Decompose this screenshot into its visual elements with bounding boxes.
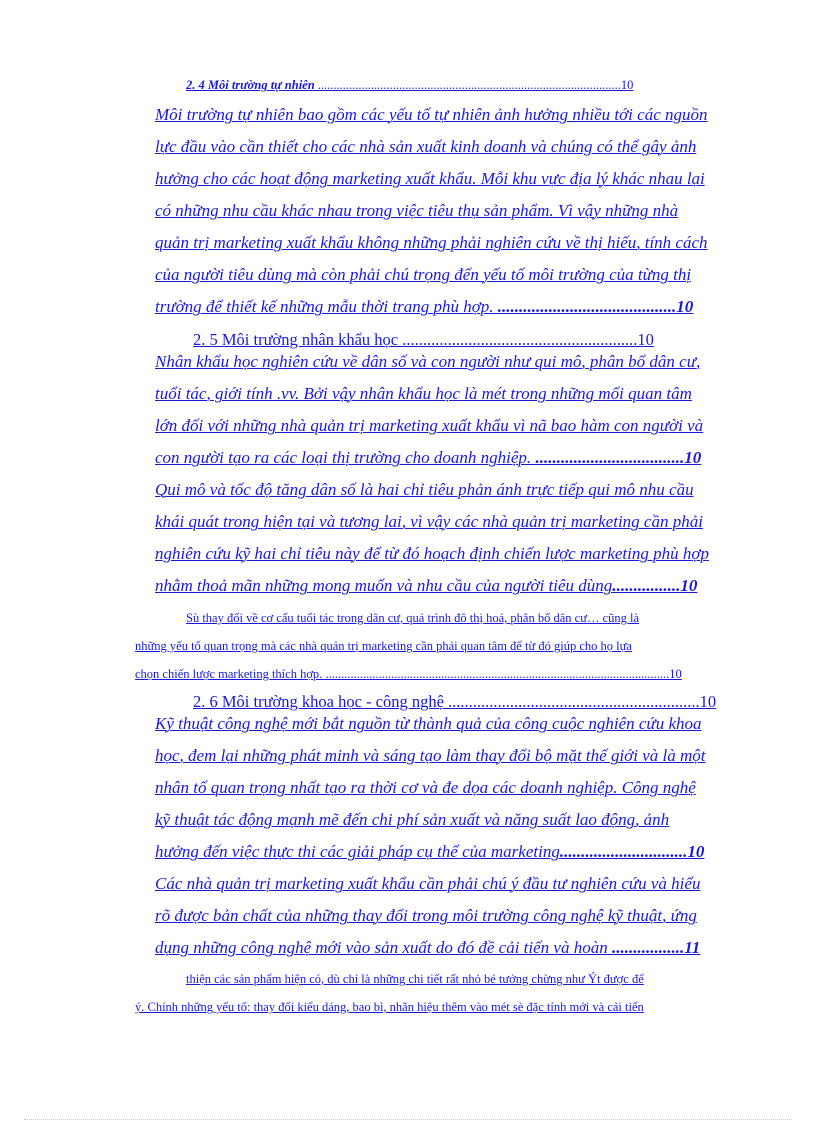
toc-heading-2-6[interactable] — [193, 692, 745, 714]
toc-entry[interactable] — [135, 638, 745, 656]
page-bottom-border — [24, 1119, 792, 1120]
toc-leader-dots: ................ — [612, 576, 681, 595]
toc-entry[interactable] — [186, 610, 746, 628]
toc-entry-text: Qui mô và tốc độ tăng dân số là hai chỉ tiêu phản ánh trực tiếp qui mô nhu cầu — [155, 480, 694, 499]
toc-entry[interactable] — [155, 104, 745, 128]
toc-entry[interactable] — [155, 136, 745, 160]
toc-heading-2-5[interactable] — [193, 330, 745, 352]
toc-entry-text: 2. 6 Môi trường khoa học - công nghệ — [193, 692, 449, 711]
toc-entry[interactable] — [155, 511, 745, 535]
toc-entry-text: Sù thay đổi về cơ cấu tuổi tác trong dân cư, quá trình đô thị hoá, phân bố dân cư… cũng là — [186, 611, 640, 625]
toc-entry[interactable] — [155, 415, 745, 439]
toc-entry-text: hưởng cho các hoạt động marketing xuất khẩu. Mỗi khu vực địa lý khác nhau lại — [155, 169, 705, 188]
toc-entry[interactable] — [155, 809, 745, 833]
toc-entry[interactable] — [155, 264, 745, 288]
toc-entry[interactable] — [155, 713, 745, 737]
toc-entry-text: học, đem lại những phát minh và sáng tạo làm thay đổi bộ mặt thế giới và là một — [155, 746, 706, 765]
toc-entry-text: Môi trường tự nhiên bao gồm các yếu tố tự nhiên ảnh hưởng nhiều tới các nguồn — [155, 105, 708, 124]
toc-entry[interactable] — [155, 232, 745, 256]
toc-entry[interactable] — [186, 971, 746, 989]
toc-entry[interactable] — [155, 937, 745, 961]
toc-entry[interactable] — [155, 777, 745, 801]
toc-entry[interactable] — [155, 479, 745, 503]
toc-entry[interactable] — [155, 351, 745, 375]
toc-page-number: 10 — [680, 576, 698, 595]
toc-entry-text: Nhân khẩu học nghiên cứu về dân số và con người như qui mô, phân bổ dân cư, — [155, 352, 701, 371]
toc-page-number: 10 — [687, 842, 705, 861]
toc-entry[interactable] — [155, 168, 745, 192]
toc-entry-text: tuổi tác, giới tính .vv. Bởi vậy nhân khẩu học là mét trong những mối quan tâm — [155, 384, 692, 403]
toc-entry[interactable] — [155, 543, 745, 567]
toc-entry-text: lực đầu vào cần thiết cho các nhà sản xuất kinh doanh và chúng có thể gây ảnh — [155, 137, 697, 156]
toc-entry-text: trường để thiết kế những mẫu thời trang phù hợp. — [155, 297, 498, 316]
toc-entry[interactable] — [155, 383, 745, 407]
toc-page-number: 10 — [676, 297, 694, 316]
toc-leader-dots: ................................... — [535, 448, 685, 467]
toc-entry[interactable] — [155, 575, 745, 599]
toc-page-number: 10 — [620, 78, 634, 92]
toc-entry[interactable] — [155, 841, 745, 865]
toc-leader-dots: ............................................................. — [448, 692, 700, 711]
toc-page-number: 10 — [669, 667, 682, 681]
toc-entry[interactable] — [155, 873, 745, 897]
toc-entry-text: 2. 5 Môi trường nhân khẩu học — [193, 330, 403, 349]
toc-leader-dots: .............................. — [559, 842, 688, 861]
toc-leader-dots: ................................................................................................. — [317, 78, 621, 92]
toc-entry-text: lớn đối với những nhà quản trị marketing xuất khẩu vì nã bao hàm con người và — [155, 416, 704, 435]
toc-page-number: 10 — [699, 692, 717, 711]
toc-entry[interactable] — [155, 745, 745, 769]
toc-entry-text: kỹ thuật tác động mạnh mẽ đến chi phí sản xuất và năng suất lao động, ảnh — [155, 810, 670, 829]
toc-entry[interactable] — [155, 905, 745, 929]
toc-entry-text: dụng những công nghệ mới vào sản xuất do đó đề cải tiến và hoàn — [155, 938, 612, 957]
toc-entry-text: 2. 4 Môi trường tự nhiên — [186, 78, 318, 92]
toc-entry-text: chọn chiến lược marketing thích hợp. — [135, 667, 326, 681]
toc-entry-text: ý. Chính những yếu tố: thay đổi kiểu dáng, bao bì, nhãn hiệu thêm vào mét sè đặc tính mới và cải tiến — [135, 1000, 644, 1014]
toc-entry-text: thiện các sản phẩm hiện có, dù chỉ là những chi tiết rất nhỏ bé tưởng chừng như Ýt được để — [186, 972, 644, 986]
toc-entry-text: rõ được bản chất của những thay đổi trong môi trường công nghệ kỹ thuật, ứng — [155, 906, 697, 925]
toc-entry-text: quản trị marketing xuất khẩu không những phải nghiên cứu về thị hiếu, tính cách — [155, 233, 708, 252]
toc-heading-2-4[interactable] — [186, 77, 738, 95]
toc-entry-text: Kỹ thuật công nghệ mới bắt nguồn từ thành quả của công cuộc nghiên cứu khoa — [155, 714, 702, 733]
toc-entry-text: có những nhu cầu khác nhau trong việc tiêu thụ sản phẩm. Vì vậy những nhà — [155, 201, 679, 220]
toc-page-number: 10 — [684, 448, 702, 467]
toc-entry[interactable] — [155, 447, 745, 471]
toc-entry-text: khái quát trong hiện tại và tương lai, vì vậy các nhà quản trị marketing cần phải — [155, 512, 703, 531]
toc-entry-text: Các nhà quản trị marketing xuất khẩu cần phải chú ý đầu tư nghiên cứu và hiểu — [155, 874, 701, 893]
toc-entry-text: con người tạo ra các loại thị trường cho doanh nghiệp. — [155, 448, 536, 467]
toc-entry-text: những yếu tố quan trọng mà các nhà quản trị marketing cần phải quan tâm để từ đó giúp cho họ lựa — [135, 639, 632, 653]
toc-entry[interactable] — [135, 666, 745, 684]
toc-entry-text: nhân tố quan trọng nhất tạo ra thời cơ và đe dọa các doanh nghiệp. Công nghệ — [155, 778, 696, 797]
toc-entry[interactable] — [135, 999, 745, 1017]
toc-leader-dots: .............................................................................................................. — [325, 667, 670, 681]
toc-entry-text: của người tiêu dùng mà còn phải chú trọng đến yếu tố môi trường của từng thị — [155, 265, 692, 284]
toc-page-number: 11 — [684, 938, 701, 957]
toc-entry-text: nghiên cứu kỹ hai chỉ tiêu này để từ đó hoạch định chiến lược marketing phù hợp — [155, 544, 709, 563]
toc-page-number: 10 — [637, 330, 654, 349]
toc-entry[interactable] — [155, 200, 745, 224]
toc-entry-text: nhằm thoả mãn những mong muốn và nhu cầu của người tiêu dùng — [155, 576, 613, 595]
toc-leader-dots: ......................................................... — [402, 330, 638, 349]
toc-entry[interactable] — [155, 296, 745, 320]
toc-entry-text: hưởng đến việc thực thi các giải pháp cụ thể của marketing — [155, 842, 560, 861]
toc-leader-dots: .......................................... — [497, 297, 677, 316]
toc-leader-dots: ................. — [611, 938, 685, 957]
